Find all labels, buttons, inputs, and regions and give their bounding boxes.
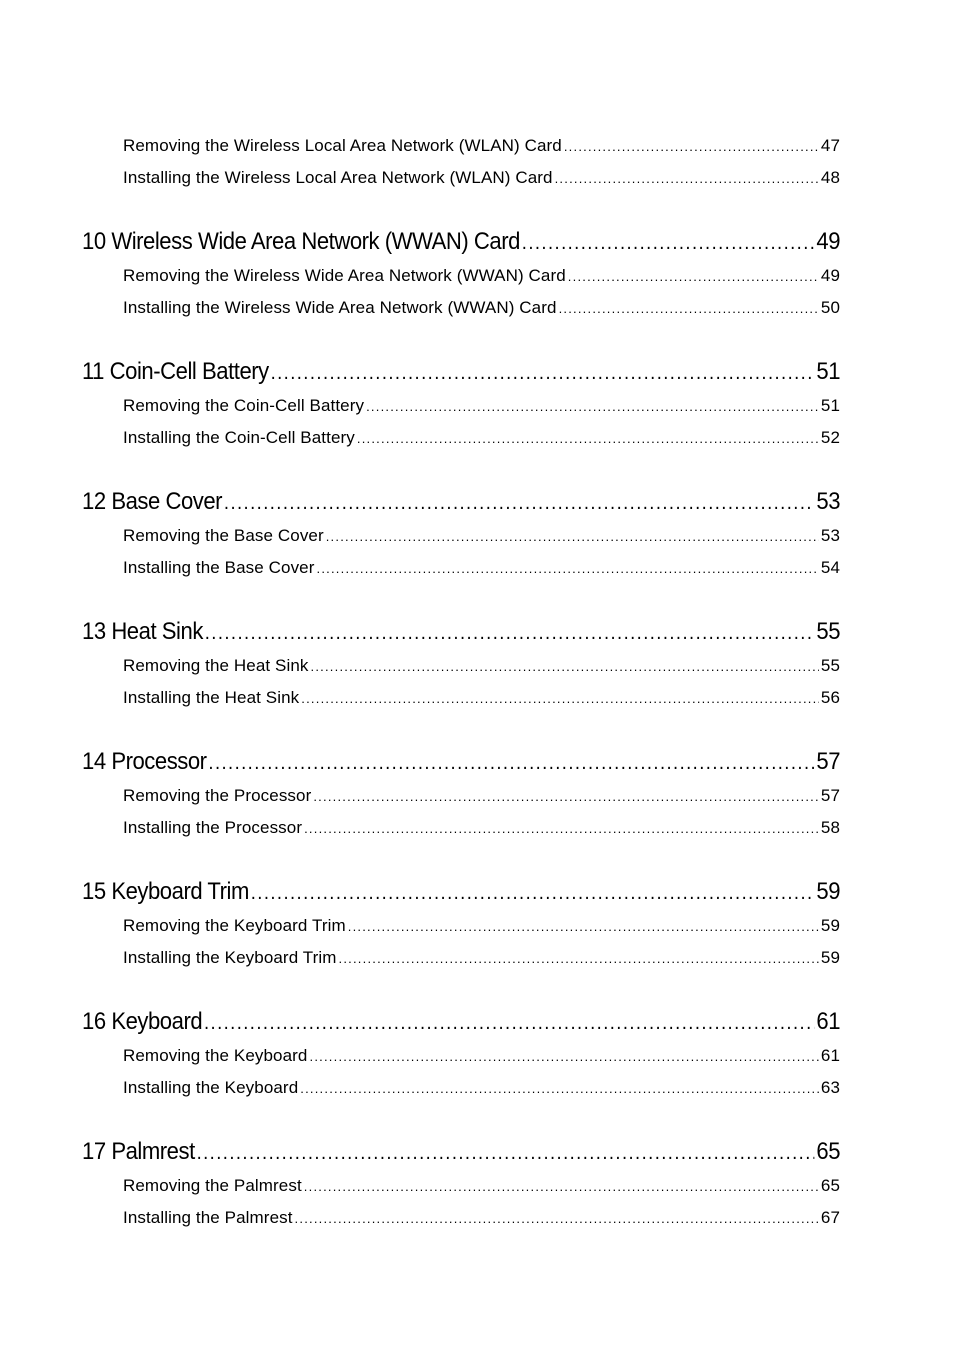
toc-entry-title: Installing the Wireless Local Area Network (WLAN) Card	[123, 168, 553, 187]
dot-leader	[568, 260, 819, 293]
toc-entry[interactable]	[123, 1040, 840, 1072]
toc-entry-title: Removing the Wireless Local Area Network (WLAN) Card	[123, 136, 562, 155]
toc-chapter-page: 57	[816, 748, 841, 775]
dot-leader	[555, 162, 819, 195]
dot-leader	[564, 130, 819, 163]
toc-chapter-page: 55	[816, 618, 841, 645]
toc-chapter[interactable]	[82, 614, 840, 650]
dot-leader	[301, 682, 819, 715]
toc-entry-title: Removing the Wireless Wide Area Network (WWAN) Card	[123, 266, 566, 285]
toc-entry-page: 58	[820, 818, 840, 837]
toc-entry-title: Installing the Processor	[123, 818, 303, 837]
dot-leader	[208, 744, 814, 781]
toc-entry-title: Installing the Wireless Wide Area Network (WWAN) Card	[123, 298, 557, 317]
toc-chapter-page: 61	[816, 1008, 841, 1035]
toc-chapter-title: 12 Base Cover	[82, 488, 223, 515]
toc-chapter[interactable]	[82, 224, 840, 260]
toc-entry-page: 47	[820, 136, 840, 155]
dot-leader	[295, 1202, 819, 1235]
toc-entry[interactable]	[123, 910, 840, 942]
dot-leader	[313, 780, 819, 813]
toc-entry-page: 52	[820, 428, 840, 447]
toc-entry-page: 65	[820, 1176, 840, 1195]
toc-entry[interactable]	[123, 422, 840, 454]
toc-entry-page: 59	[820, 948, 840, 967]
toc-entry-title: Installing the Base Cover	[123, 558, 315, 577]
toc-entry-title: Removing the Keyboard Trim	[123, 916, 346, 935]
dot-leader	[310, 1040, 819, 1073]
toc-entry[interactable]	[123, 520, 840, 552]
toc-entry[interactable]	[123, 1072, 840, 1104]
toc-chapter[interactable]	[82, 484, 840, 520]
toc-entry[interactable]	[123, 162, 840, 194]
toc-entry[interactable]	[123, 682, 840, 714]
toc-entry-page: 61	[820, 1046, 840, 1065]
toc-entry-page: 63	[820, 1078, 840, 1097]
dot-leader	[271, 354, 815, 391]
toc-entry-title: Removing the Coin-Cell Battery	[123, 396, 365, 415]
toc-chapter[interactable]	[82, 1004, 840, 1040]
toc-chapter-page: 59	[816, 878, 841, 905]
toc-entry[interactable]	[123, 130, 840, 162]
toc-entry[interactable]	[123, 260, 840, 292]
toc-entry-page: 49	[820, 266, 840, 285]
toc-entry-title: Removing the Base Cover	[123, 526, 324, 545]
toc-entry-page: 50	[820, 298, 840, 317]
toc-chapter[interactable]	[82, 1134, 840, 1170]
dot-leader	[317, 552, 819, 585]
toc-entry-title: Installing the Palmrest	[123, 1208, 293, 1227]
toc-entry-page: 59	[820, 916, 840, 935]
toc-chapter-title: 14 Processor	[82, 748, 207, 775]
toc-entry[interactable]	[123, 812, 840, 844]
dot-leader	[224, 484, 815, 521]
toc-entry-title: Installing the Keyboard Trim	[123, 948, 337, 967]
toc-entry-page: 67	[820, 1208, 840, 1227]
toc-chapter-title: 16 Keyboard	[82, 1008, 203, 1035]
toc-entry-page: 54	[820, 558, 840, 577]
dot-leader	[204, 1004, 815, 1041]
toc-chapter[interactable]	[82, 744, 840, 780]
dot-leader	[205, 614, 815, 651]
toc-entry-title: Installing the Coin-Cell Battery	[123, 428, 355, 447]
toc-chapter-title: 10 Wireless Wide Area Network (WWAN) Card	[82, 228, 520, 255]
toc-entry[interactable]	[123, 780, 840, 812]
toc-chapter-title: 11 Coin-Cell Battery	[82, 358, 269, 385]
toc-entry-page: 55	[820, 656, 840, 675]
toc-chapter-page: 49	[816, 228, 841, 255]
toc-entry-page: 48	[820, 168, 840, 187]
toc-entry-title: Installing the Heat Sink	[123, 688, 300, 707]
dot-leader	[300, 1072, 819, 1105]
toc-entry[interactable]	[123, 552, 840, 584]
toc-chapter-title: 15 Keyboard Trim	[82, 878, 249, 905]
dot-leader	[522, 224, 815, 261]
dot-leader	[357, 422, 819, 455]
toc-chapter-page: 53	[816, 488, 841, 515]
dot-leader	[559, 292, 819, 325]
dot-leader	[197, 1134, 815, 1171]
toc-entry-title: Installing the Keyboard	[123, 1078, 299, 1097]
toc-entry[interactable]	[123, 650, 840, 682]
toc-entry-page: 57	[820, 786, 840, 805]
toc-entry-title: Removing the Keyboard	[123, 1046, 308, 1065]
dot-leader	[304, 812, 819, 845]
toc-chapter[interactable]	[82, 874, 840, 910]
toc-entry-page: 51	[820, 396, 840, 415]
toc-entry[interactable]	[123, 292, 840, 324]
toc-entry-title: Removing the Palmrest	[123, 1176, 302, 1195]
toc-entry-page: 56	[820, 688, 840, 707]
dot-leader	[348, 910, 819, 943]
dot-leader	[251, 874, 815, 911]
dot-leader	[304, 1170, 819, 1203]
dot-leader	[366, 390, 819, 423]
toc-chapter-title: 13 Heat Sink	[82, 618, 203, 645]
dot-leader	[311, 650, 819, 683]
toc-chapter-page: 65	[816, 1138, 841, 1165]
toc-chapter-title: 17 Palmrest	[82, 1138, 195, 1165]
toc-entry-page: 53	[820, 526, 840, 545]
dot-leader	[326, 520, 819, 553]
toc-entry[interactable]	[123, 1170, 840, 1202]
toc-entry[interactable]	[123, 390, 840, 422]
dot-leader	[339, 942, 819, 975]
toc-entry-title: Removing the Processor	[123, 786, 312, 805]
toc-entry[interactable]	[123, 1202, 840, 1234]
table-of-contents	[82, 130, 840, 1234]
toc-chapter[interactable]	[82, 354, 840, 390]
toc-chapter-page: 51	[816, 358, 841, 385]
toc-entry[interactable]	[123, 942, 840, 974]
toc-entry-title: Removing the Heat Sink	[123, 656, 309, 675]
